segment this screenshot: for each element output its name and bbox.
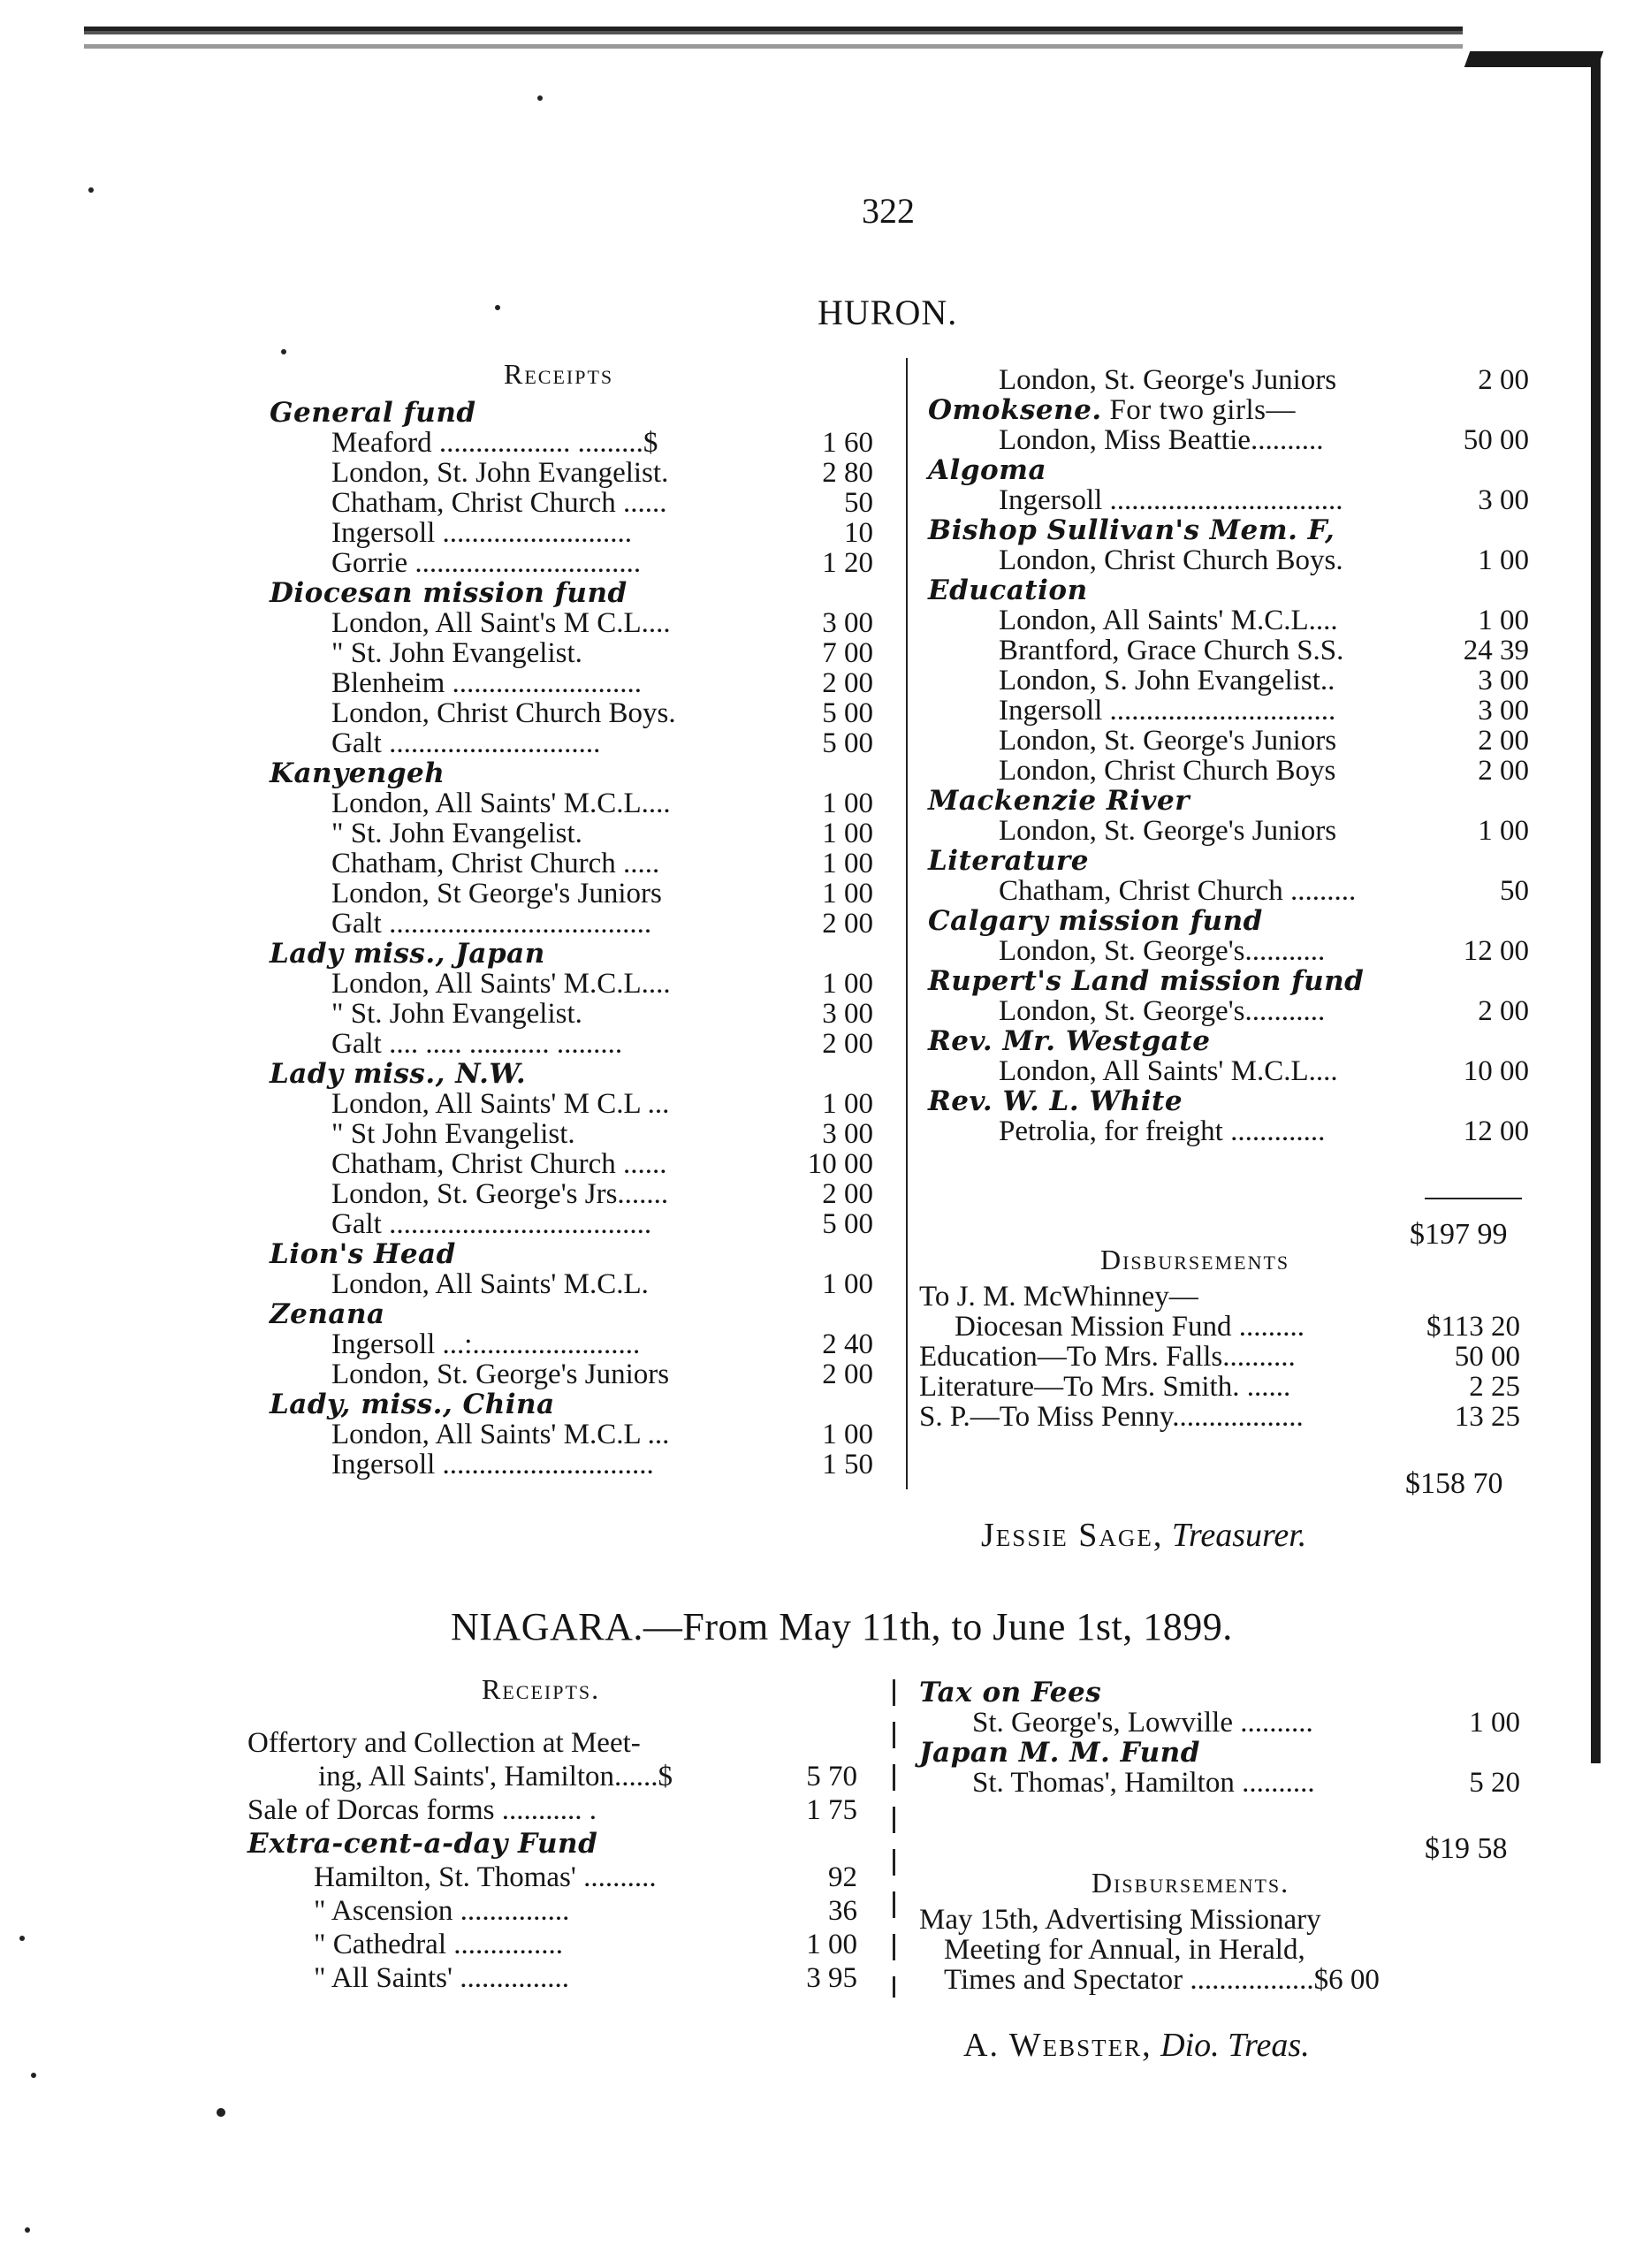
fund-heading <box>928 1026 1529 1056</box>
ledger-amount: 2 40 <box>822 1328 873 1360</box>
ledger-row <box>928 876 1529 906</box>
ledger-label: Offertory and Collection at Meet- <box>247 1727 641 1759</box>
ledger-amount: 1 00 <box>806 1929 857 1960</box>
fund-heading <box>928 395 1529 425</box>
fund-heading-text: Diocesan mission fund <box>270 577 628 609</box>
fund-heading <box>928 575 1529 605</box>
ledger-amount: 10 00 <box>807 1148 873 1180</box>
fund-heading <box>270 1389 873 1419</box>
ledger-row <box>928 545 1529 575</box>
ledger-row <box>928 696 1529 726</box>
niagara-receipts-total: $19 58 <box>1425 1832 1508 1865</box>
ledger-label: Ingersoll .......................... <box>331 517 633 549</box>
top-border-shadow <box>84 44 1463 49</box>
huron-treasurer-name: Jessie Sage, <box>981 1517 1164 1554</box>
ledger-row <box>270 849 873 879</box>
ledger-label: London, All Saints' M.C.L ... <box>331 1419 670 1450</box>
ledger-label: London, St. George's Juniors <box>331 1359 670 1390</box>
niagara-title: NIAGARA.—From May 11th, to June 1st, 1899. <box>451 1605 1233 1648</box>
fund-heading <box>247 1829 857 1862</box>
ledger-amount: 1 00 <box>822 1088 873 1120</box>
fund-heading <box>919 1738 1520 1768</box>
disbursement-label: Education—To Mrs. Falls.......... <box>919 1341 1296 1373</box>
fund-heading <box>928 786 1529 816</box>
ledger-row <box>270 1029 873 1059</box>
ledger-row <box>928 1116 1529 1146</box>
ledger-row <box>928 1056 1529 1086</box>
fund-heading-text: Education <box>928 575 1088 606</box>
ledger-row <box>247 1728 857 1762</box>
disbursement-row <box>919 1402 1520 1432</box>
ledger-amount: 12 00 <box>1463 935 1529 967</box>
ledger-amount: 10 <box>844 517 873 549</box>
fund-heading <box>928 1086 1529 1116</box>
niagara-treasurer <box>963 2026 1310 2065</box>
disbursement-amount: 2 25 <box>1469 1371 1520 1403</box>
ledger-row <box>270 1419 873 1450</box>
ledger-amount: 2 00 <box>822 667 873 699</box>
top-border <box>84 27 1463 41</box>
ledger-row <box>270 458 873 488</box>
disbursement-label: S. P.—To Miss Penny.................. <box>919 1401 1304 1433</box>
fund-heading-text: Bishop Sullivan's Mem. F, <box>928 514 1335 546</box>
ledger-amount: 1 00 <box>1478 605 1529 636</box>
ledger-amount: 1 00 <box>822 818 873 849</box>
ledger-label: London, All Saints' M.C.L.... <box>331 968 671 1000</box>
right-border <box>1591 57 1601 1763</box>
fund-heading-text: Literature <box>928 845 1089 877</box>
ledger-row <box>928 936 1529 966</box>
fund-heading <box>928 455 1529 485</box>
ledger-label: London, Christ Church Boys <box>999 755 1336 787</box>
ledger-amount: 2 80 <box>822 457 873 489</box>
fund-heading <box>928 846 1529 876</box>
ledger-row <box>270 788 873 818</box>
huron-receipts-total-rule <box>1425 1198 1522 1199</box>
ledger-label: London, St. George's........... <box>999 995 1326 1027</box>
fund-heading-text: Lion's Head <box>270 1238 456 1270</box>
ledger-label: St. Thomas', Hamilton .......... <box>972 1767 1315 1799</box>
ledger-row <box>270 879 873 909</box>
ledger-label: " All Saints' ............... <box>314 1962 569 1994</box>
right-border-cap <box>1464 51 1604 67</box>
ledger-row <box>270 999 873 1029</box>
ledger-label: " St. John Evangelist. <box>331 998 582 1030</box>
ledger-amount: 36 <box>828 1895 857 1927</box>
ledger-label: London, All Saints' M.C.L.... <box>999 1055 1338 1087</box>
huron-right-column <box>928 365 1529 1146</box>
ledger-label: Galt .... ..... ........... ......... <box>331 1028 623 1060</box>
ledger-label: London, St. John Evangelist. <box>331 457 669 489</box>
fund-heading-text: Calgary mission fund <box>928 905 1263 937</box>
fund-heading <box>919 1678 1520 1708</box>
ledger-label: London, St. George's Jrs....... <box>331 1178 669 1210</box>
fund-heading <box>270 939 873 969</box>
ledger-label: London, Christ Church Boys. <box>331 697 676 729</box>
huron-left-column <box>270 398 873 1480</box>
huron-title: HURON. <box>818 293 958 332</box>
ledger-amount: 1 00 <box>1469 1707 1520 1739</box>
fund-heading-text: Omoksene. <box>928 394 1102 426</box>
ledger-label: " St. John Evangelist. <box>331 818 582 849</box>
fund-heading-text: Rev. W. L. White <box>928 1085 1183 1117</box>
ledger-row <box>247 1795 857 1829</box>
ledger-label: ing, All Saints', Hamilton......$ <box>318 1761 673 1792</box>
niagara-receipts-heading: Receipts. <box>482 1673 601 1705</box>
ledger-amount: 1 00 <box>822 1419 873 1450</box>
ledger-row <box>247 1862 857 1896</box>
ledger-amount: 3 00 <box>822 1118 873 1150</box>
ledger-label: London, All Saints' M.C.L. <box>331 1268 649 1300</box>
ledger-row <box>270 608 873 638</box>
fund-heading-text: Lady miss., N.W. <box>270 1058 527 1090</box>
ledger-amount: 5 20 <box>1469 1767 1520 1799</box>
ledger-row <box>270 1359 873 1389</box>
ledger-label: London, St. George's Juniors <box>999 815 1337 847</box>
ledger-amount: 24 39 <box>1463 635 1529 666</box>
huron-receipts-total: $197 99 <box>1410 1218 1508 1251</box>
ink-speck <box>537 95 543 101</box>
ledger-amount: 3 95 <box>806 1962 857 1994</box>
ledger-row <box>928 756 1529 786</box>
fund-heading <box>928 515 1529 545</box>
niagara-treasurer-name: A. Webster, <box>963 2027 1152 2064</box>
ledger-row <box>270 969 873 999</box>
ledger-label: London, Christ Church Boys. <box>999 544 1343 576</box>
huron-receipts-heading: Receipts <box>504 358 614 390</box>
fund-heading <box>270 578 873 608</box>
ledger-row <box>270 818 873 849</box>
ledger-amount: 5 00 <box>822 727 873 759</box>
ledger-amount: 3 00 <box>822 607 873 639</box>
fund-heading-text: Rev. Mr. Westgate <box>928 1025 1211 1057</box>
ledger-row <box>928 485 1529 515</box>
ledger-amount: 2 00 <box>1478 755 1529 787</box>
ledger-amount: 1 75 <box>806 1794 857 1826</box>
ledger-row <box>247 1963 857 1997</box>
ledger-amount: 1 00 <box>822 878 873 909</box>
fund-heading-text: Zenana <box>270 1298 385 1330</box>
fund-heading-text: Mackenzie River <box>928 785 1190 817</box>
ledger-amount: 12 00 <box>1463 1115 1529 1147</box>
ledger-amount: 2 00 <box>822 908 873 940</box>
disbursement-row <box>919 1372 1520 1402</box>
ledger-row <box>270 1269 873 1299</box>
page-number: 322 <box>862 191 915 231</box>
disbursement-line: Meeting for Annual, in Herald, <box>944 1934 1305 1966</box>
ledger-row <box>270 488 873 518</box>
ledger-label: Ingersoll ................................ <box>999 484 1343 516</box>
ledger-label: Ingersoll ............................. <box>331 1449 654 1480</box>
ledger-label: " Ascension ............... <box>314 1895 570 1927</box>
ledger-amount: 1 00 <box>1478 544 1529 576</box>
ledger-row <box>928 726 1529 756</box>
ledger-row <box>270 1209 873 1239</box>
ledger-label: London, St George's Juniors <box>331 878 662 909</box>
fund-heading-text: Lady miss., Japan <box>270 938 545 970</box>
ledger-amount: 2 00 <box>1478 995 1529 1027</box>
huron-disbursements-list <box>919 1282 1520 1432</box>
ink-speck <box>88 187 94 193</box>
ink-speck <box>281 349 286 354</box>
disbursement-label: Literature—To Mrs. Smith. ...... <box>919 1371 1291 1403</box>
ledger-amount: 2 00 <box>822 1359 873 1390</box>
ledger-row <box>270 698 873 728</box>
fund-heading <box>270 1239 873 1269</box>
ink-speck <box>19 1936 25 1941</box>
ledger-row <box>270 638 873 668</box>
ledger-amount: 3 00 <box>1478 665 1529 696</box>
ledger-row <box>270 909 873 939</box>
ledger-label: Chatham, Christ Church ...... <box>331 487 667 519</box>
fund-heading <box>928 966 1529 996</box>
ledger-label: " Cathedral ............... <box>314 1929 563 1960</box>
ledger-amount: 2 00 <box>822 1178 873 1210</box>
ink-speck <box>217 2108 225 2117</box>
ledger-amount: 5 70 <box>806 1761 857 1792</box>
ledger-amount: 1 00 <box>822 968 873 1000</box>
ledger-row <box>928 816 1529 846</box>
ledger-row <box>247 1762 857 1795</box>
ledger-amount: 1 00 <box>822 848 873 879</box>
disbursement-line: Times and Spectator .................$6 00 <box>944 1964 1380 1996</box>
fund-heading-text: Japan M. M. Fund <box>919 1737 1200 1769</box>
ledger-row <box>270 1119 873 1149</box>
ledger-label: London, All Saints' M.C.L.... <box>999 605 1338 636</box>
ledger-label: Blenheim .......................... <box>331 667 643 699</box>
ledger-row <box>270 728 873 758</box>
fund-heading-text: Extra-cent-a-day Fund <box>247 1828 598 1860</box>
ledger-amount: 50 00 <box>1463 424 1529 456</box>
ledger-amount: 5 00 <box>822 697 873 729</box>
fund-heading-text: Rupert's Land mission fund <box>928 965 1365 997</box>
ledger-label: Chatham, Christ Church ......... <box>999 875 1357 907</box>
huron-disbursements-total: $158 70 <box>1405 1467 1503 1500</box>
ink-speck <box>495 305 500 310</box>
fund-heading <box>928 906 1529 936</box>
ledger-label: Ingersoll ............................... <box>999 695 1336 727</box>
ledger-label: London, All Saints' M.C.L.... <box>331 788 671 819</box>
ledger-amount: 50 <box>844 487 873 519</box>
ledger-row <box>247 1929 857 1963</box>
ledger-amount: 5 00 <box>822 1208 873 1240</box>
ledger-amount: 1 00 <box>1478 815 1529 847</box>
ledger-amount: 2 00 <box>822 1028 873 1060</box>
niagara-disbursements-text <box>919 1905 1538 1995</box>
ledger-label: St. George's, Lowville .......... <box>972 1707 1313 1739</box>
ledger-label: London, St. George's Juniors <box>999 364 1337 396</box>
ledger-amount: 1 50 <box>822 1449 873 1480</box>
huron-disbursements-heading: Disbursements <box>1100 1244 1290 1275</box>
huron-column-divider <box>906 358 908 1489</box>
huron-treasurer <box>981 1516 1306 1555</box>
ledger-row <box>247 1896 857 1929</box>
ledger-label: Chatham, Christ Church ...... <box>331 1148 667 1180</box>
ledger-amount: 7 00 <box>822 637 873 669</box>
disbursement-row <box>919 1282 1520 1312</box>
ledger-row <box>270 1149 873 1179</box>
ledger-label: Petrolia, for freight ............. <box>999 1115 1326 1147</box>
ledger-row <box>270 548 873 578</box>
ledger-amount: 3 00 <box>1478 695 1529 727</box>
ledger-row <box>928 605 1529 635</box>
ledger-amount: 3 00 <box>822 998 873 1030</box>
ledger-amount: 10 00 <box>1463 1055 1529 1087</box>
ledger-label: Gorrie ............................... <box>331 547 642 579</box>
fund-heading-text: Tax on Fees <box>919 1677 1102 1709</box>
ledger-row <box>270 1450 873 1480</box>
ledger-label: London, All Saint's M C.L.... <box>331 607 671 639</box>
fund-heading <box>270 1299 873 1329</box>
fund-heading <box>270 398 873 428</box>
ledger-row <box>928 996 1529 1026</box>
ledger-row <box>270 1089 873 1119</box>
ledger-amount: 1 00 <box>822 1268 873 1300</box>
ledger-label: " St. John Evangelist. <box>331 637 582 669</box>
fund-heading-text: Kanyengeh <box>270 757 445 789</box>
ledger-row <box>270 518 873 548</box>
ledger-label: Meaford .................. .........$ <box>331 427 658 459</box>
ledger-amount: 2 00 <box>1478 725 1529 757</box>
ledger-row <box>928 635 1529 666</box>
niagara-disbursements-heading: Disbursements. <box>1092 1867 1290 1899</box>
ledger-amount: 1 00 <box>822 788 873 819</box>
huron-treasurer-title: Treasurer. <box>1171 1517 1307 1554</box>
ledger-row <box>270 668 873 698</box>
ledger-label: Hamilton, St. Thomas' .......... <box>314 1861 657 1893</box>
ledger-row <box>928 365 1529 395</box>
ledger-amount: 50 <box>1500 875 1529 907</box>
niagara-treasurer-title: Dio. Treas. <box>1160 2027 1310 2064</box>
disbursement-row <box>919 1342 1520 1372</box>
disbursement-amount: 50 00 <box>1454 1341 1520 1373</box>
niagara-column-divider <box>893 1679 895 1998</box>
ledger-label: London, S. John Evangelist.. <box>999 665 1335 696</box>
ledger-label: London, St. George's........... <box>999 935 1326 967</box>
ledger-row <box>928 425 1529 455</box>
niagara-left-column <box>247 1728 857 1997</box>
ledger-label: London, Miss Beattie.......... <box>999 424 1324 456</box>
ledger-row <box>919 1768 1520 1798</box>
ledger-amount: 2 00 <box>1478 364 1529 396</box>
disbursement-amount: $113 20 <box>1426 1311 1520 1343</box>
ledger-row <box>919 1708 1520 1738</box>
disbursement-label: Diocesan Mission Fund ......... <box>955 1311 1305 1343</box>
ledger-label: London, St. George's Juniors <box>999 725 1337 757</box>
ledger-row <box>928 666 1529 696</box>
fund-heading-note: For two girls— <box>1101 394 1296 426</box>
fund-heading-text: Algoma <box>928 454 1047 486</box>
ledger-amount: 1 60 <box>822 427 873 459</box>
disbursement-label: To J. M. McWhinney— <box>919 1281 1198 1313</box>
ledger-label: Chatham, Christ Church ..... <box>331 848 660 879</box>
fund-heading-text: Lady, miss., China <box>270 1389 555 1420</box>
disbursement-line: May 15th, Advertising Missionary <box>919 1904 1321 1936</box>
ledger-label: Galt .................................... <box>331 908 652 940</box>
ledger-row <box>270 428 873 458</box>
ledger-label: " St John Evangelist. <box>331 1118 575 1150</box>
ledger-amount: 3 00 <box>1478 484 1529 516</box>
ledger-label: Sale of Dorcas forms ........... . <box>247 1794 597 1826</box>
ledger-row <box>270 1329 873 1359</box>
niagara-right-column <box>919 1678 1520 1798</box>
ledger-amount: 92 <box>828 1861 857 1893</box>
ledger-label: Brantford, Grace Church S.S. <box>999 635 1344 666</box>
fund-heading <box>270 1059 873 1089</box>
ledger-amount: 1 20 <box>822 547 873 579</box>
ledger-label: Galt .................................... <box>331 1208 652 1240</box>
ledger-label: Galt ............................. <box>331 727 601 759</box>
ink-speck <box>25 2227 30 2233</box>
ledger-label: Ingersoll ...:....................... <box>331 1328 641 1360</box>
fund-heading-text: General fund <box>270 397 476 429</box>
ledger-row <box>270 1179 873 1209</box>
ledger-label: London, All Saints' M C.L ... <box>331 1088 670 1120</box>
ink-speck <box>31 2073 36 2078</box>
fund-heading <box>270 758 873 788</box>
disbursement-amount: 13 25 <box>1454 1401 1520 1433</box>
disbursement-row <box>919 1312 1520 1342</box>
